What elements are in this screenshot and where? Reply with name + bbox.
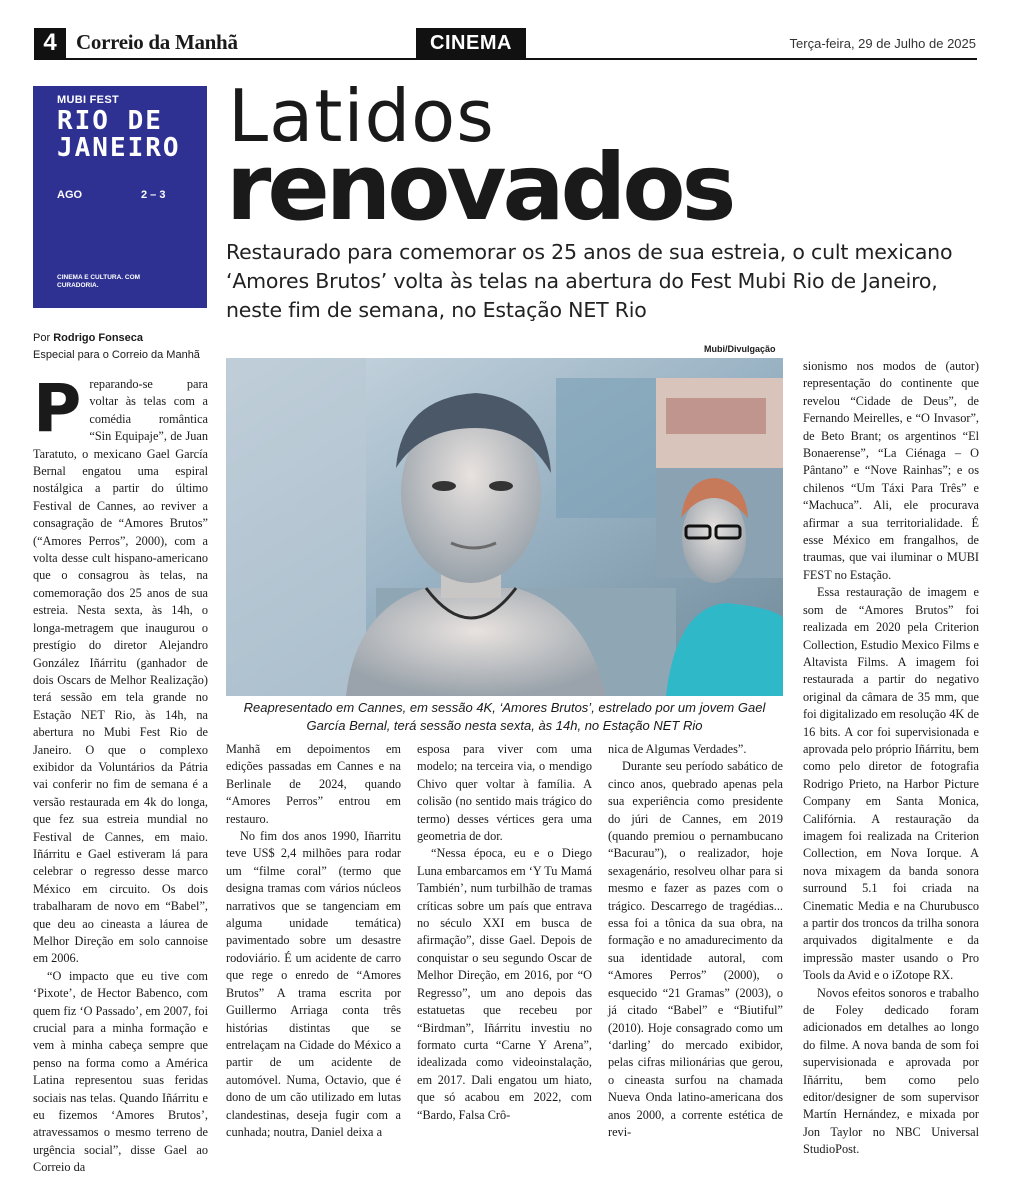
paragraph: esposa para viver com uma modelo; na terceira via, o mendigo Chivo quer voltar à família. A colisão (no sentido mais trágico do termo) desses vértices gera uma geometria de dor. [417,742,592,844]
photo-credit: Mubi/Divulgação [704,344,776,354]
header-rule [34,58,977,60]
fest-month: AGO [57,189,83,201]
paragraph: nica de Algumas Verdades”. [608,742,747,756]
headline-line2: renovados [226,134,733,241]
fest-days: 2 – 3 [141,189,166,201]
paragraph: “Nessa época, eu e o Diego Luna embarcamos em ‘Y Tu Mamá También’, num turbilhão de tramas críticas sobre um país que entrava no século XXI em busca de afirmação”, disse Gael. Depois de conquistar o seu segundo Oscar de Melhor Direção, em 2016, por “O Regresso”, um ano depois das estatuetas que recebeu por “Birdman”, Iñárritu investiu no formato curta “Carne Y Arena”, idealizada como videoinstalação, em 2017. Dali engatou um hiato, que só acabou em 2022, com “Bardo, Falsa Crô- [417,846,592,1122]
newspaper-name: Correio da Manhã [76,30,238,54]
photo-caption: Reapresentado em Cannes, em sessão 4K, ‘Amores Brutos’, estrelado por um jovem Gael García Bernal, terá sessão nesta sexta, às 14h, no Estação NET Rio [243,700,766,733]
fest-ad-box [33,86,207,308]
paragraph: Manhã em depoimentos em edições passadas em Cannes e na Berlinale de 2024, quando “Amores Perros” entrou em restauro. [226,742,401,826]
paragraph: Essa restauração de imagem e som de “Amores Brutos” foi realizada em 2020 pela Criterion Collection, Estudio Mexico Films e Altavista Films. A imagem foi restaurada a partir do negativo original da câmara de 35 mm, que foi digitalizado em resolução 4K de 16 bits. A cor foi supervisionada e aprovada pelo próprio Iñárritu, bem como pelo diretor de fotografia Rodrigo Prieto, na Harbor Picture Company em Santa Monica, Califórnia. A restauração da imagem foi realizada na Criterion Collection, em Nova Iorque. A nova mixagem da banda sonora surround 5.1 foi criada na Cinematic Media e na Churubusco a partir dos troncos da trilha sonora arquivados digitalmente e da impressão master usando o Pro Tools da Avid e o iZotope RX. [803,585,979,983]
paragraph: “O impacto que eu tive com ‘Pixote’, de Hector Babenco, com quem fiz ‘O Passado’, em 2007, foi crucial para a minha formação e vem à minha cabeça sempre que penso na forma como a América Latina representou suas feridas sociais nas telas. Quando Iñárritu e eu fizemos ‘Amores Brutos’, atravessamos o mesmo terreno de urgência social”, disse Gael ao Correio da [33,968,208,1175]
paragraph: Novos efeitos sonoros e trabalho de Foley dedicado foram adicionados em detalhes ao longo do filme. A nova banda de som foi supervisionada e aprovada por Iñárritu, bem como pelo editor/designer de som supervisor Martín Hernández, e mixada por Jon Taylor no NBC Universal StudioPost. [803,985,979,1157]
issue-date: Terça-feira, 29 de Julho de 2025 [789,36,976,51]
byline-prefix: Por [33,332,51,344]
dropcap: P [33,370,82,447]
byline-author: Rodrigo Fonseca [53,332,144,344]
lead-paragraph: Restaurado para comemorar os 25 anos de sua estreia, o cult mexicano ‘Amores Brutos’ volta às telas na abertura do Fest Mubi Rio de Janeiro, neste fim de semana, no Estação NET Rio [226,240,953,322]
paragraph [33,370,208,968]
paragraph-text: reparando-se para voltar às telas com a comédia romântica “Sin Equipaje”, de Juan Taratuto, o mexicano Gael García Bernal engatou uma espiral nostálgica a partir do último Festival de Cannes, ao reviver a consagração de “Amores Brutos” (“Amores Perros”, 2000), com a volta desse cult hispano-americano que o consagrou às telas, na comemoração dos 25 anos de sua estreia. Nesta sexta, às 14h, o longa-metragem que inaugurou o prestígio do diretor Alejandro González Iñárritu (ganhador de dois Oscars de Melhor Realização) terá sessão em tela grande no Estação NET Rio, às 14h, na abertura no Mubi Fest Rio de Janeiro. O que o complexo exibidor da Voluntários da Pátria vai conferir no fim de semana é a versão restaurada em 4k do longa, que fez sua estreia mundial no Festival de Cannes, em maio. Iñárritu e Gael estiveram lá para celebrar o regresso desse marco México em circuito. Os dois trabalharam de novo em “Babel”, que deu ao cineasta a láurea de Melhor Direção em solo cannoise em 2006. [33,377,208,966]
fest-city: RIO DE JANEIRO [57,106,181,163]
section-label: CINEMA [416,28,526,58]
paragraph: No fim dos anos 1990, Iñarritu teve US$ 2,4 milhões para rodar um “filme coral” (termo que designa tramas com vários núcleos narrativos que se tangenciam em alguma unidade temática) pavimentado sobre um desastre rodoviário. É um acidente de carro que rege o enredo de “Amores Brutos” A trama escrita por Guillermo Arriaga conta três histórias distintas que se entrelaçam na Cidade do México a partir de um acidente de automóvel. Numa, Octavio, que é dono de um cão utilizado em lutas clandestinas, deseja fugir com a cunhada; noutra, Daniel deixa a [226,829,401,1139]
paragraph: Durante seu período sabático de cinco anos, quebrado apenas pela sua experiência como presidente do júri de Cannes, em 2019 (quando premiou o pernambucano “Bacurau”), o realizador, hoje sexagenário, resolveu olhar para si mesmo e fazer as pazes com o trágico. Descarrego de tragédias... essa foi a tônica da sua obra, na formação e no amadurecimento da sua identidade autoral, com “Amores Perros” (2000), o esquecido “21 Gramas” (2003), o já citado “Babel” e “Biutiful” (2010). Hoje consagrado como um ‘darling’ do mercado exibidor, pelas cifras milionárias que gerou, o cineasta surfou na chamada Nueva Onda latino-americana dos anos 2000, a corrente estética de revi- [608,759,783,1139]
byline [33,330,200,364]
body-column-2 [226,741,401,1141]
fest-brand: MUBI FEST [57,94,119,106]
page-number: 4 [34,28,66,58]
body-column-4 [608,741,783,1141]
body-column-5 [803,358,979,1159]
body-column-1 [33,370,208,1177]
film-still-photo [226,358,783,696]
body-column-3 [417,741,592,1124]
headline-line1: Latidos [228,74,495,158]
fest-tagline: CINEMA E CULTURA. COM CURADORIA. [57,274,141,289]
byline-role: Especial para o Correio da Manhã [33,349,200,361]
paragraph: sionismo nos modos de (autor) representação do continente que revelou “Cidade de Deus”, de Fernando Meirelles, e “O Invasor”, de Beto Brant; os argentinos “El Bonaerense”, “La Ciénaga – O Pântano” e “Nove Rainhas”; e os chilenos “Um Táxi Para Três” e “Machuca”. Ali, ele procurava afirmar a sua territorialidade. É esse México em frangalhos, de traumas, que vai iluminar o MUBI FEST no Estação. [803,359,979,582]
